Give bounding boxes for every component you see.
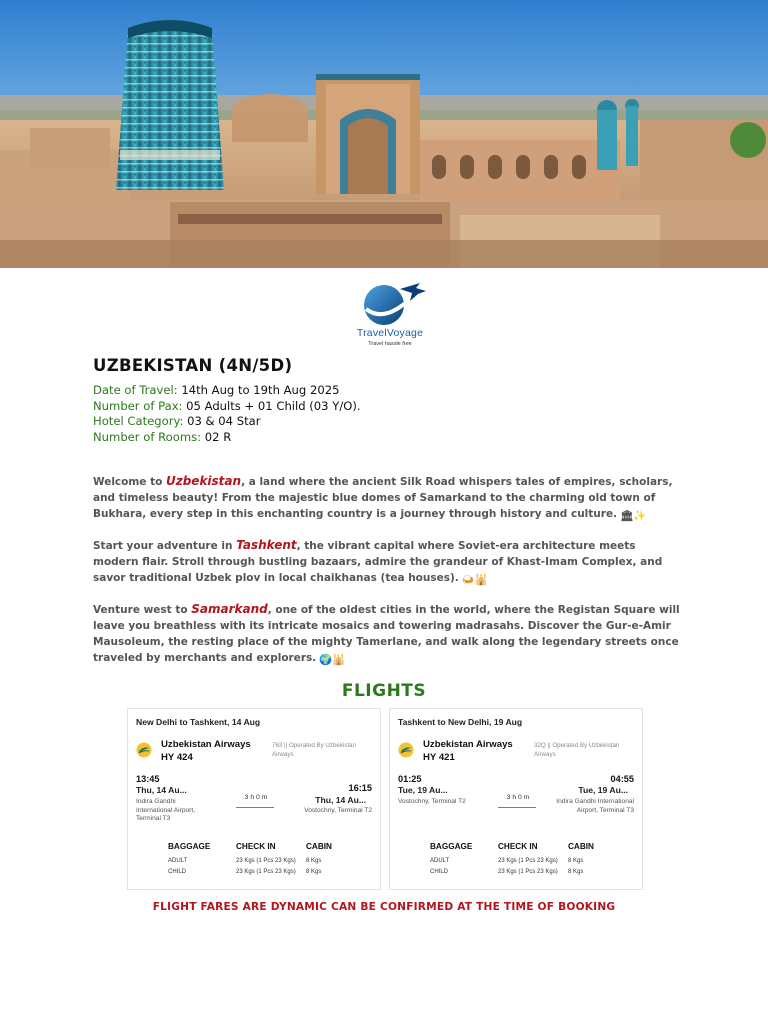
arrival-date: Tue, 19 Au... [578,785,628,795]
detail-label: Hotel Category: [93,414,184,428]
checkin-allowance: 23 Kgs (1 Pcs 23 Kgs) [236,858,296,864]
arrival-time: 16:15 [348,783,372,793]
para-text: Venture west to [93,604,192,616]
hero-image [0,0,768,268]
baggage-header: BAGGAGE [430,842,473,851]
pax-type: ADULT [168,858,188,864]
detail-rooms [93,430,361,446]
flights-heading: FLIGHTS [341,681,427,701]
checkin-header: CHECK IN [236,842,276,851]
departure-time: 13:45 [136,774,160,784]
arrival-date: Thu, 14 Au... [315,795,366,805]
checkin-allowance: 23 Kgs (1 Pcs 23 Kgs) [236,869,296,875]
flight-duration: 3 h 0 m [244,794,268,801]
cabin-header: CABIN [568,842,594,851]
fare-disclaimer: FLIGHT FARES ARE DYNAMIC CAN BE CONFIRMED AT THE TIME OF BOOKING [152,901,616,913]
flight-card-outbound [127,708,381,890]
detail-value: 14th Aug to 19th Aug 2025 [181,383,340,397]
arrival-airport: Indira Gandhi International Airport, Terminal T3 [556,798,634,814]
aircraft-operator: 32Q || Operated By Uzbekistan Airways [534,742,620,758]
pax-type: ADULT [430,858,450,864]
detail-label: Number of Rooms: [93,429,202,444]
detail-date [93,383,361,399]
detail-pax [93,399,361,415]
detail-label: Number of Pax: [93,398,183,413]
pax-type: CHILD [430,869,449,875]
cabin-allowance: 8 Kgs [568,858,584,864]
uzbekistan-airways-logo-icon [136,742,152,758]
cabin-allowance: 8 Kgs [306,858,322,864]
departure-date: Thu, 14 Au... [136,785,187,795]
baggage-header: BAGGAGE [168,842,211,851]
flight-duration: 3 h 0 m [506,794,530,801]
duration-line [236,807,274,808]
table-row [430,857,608,868]
highlight-place: Samarkand [191,602,268,616]
para-text: Welcome to [93,476,166,488]
trip-details [93,383,361,445]
flight-route: New Delhi to Tashkent, 14 Aug [136,717,261,727]
trip-title: UZBEKISTAN (4N/5D) [93,356,293,375]
airline-name: Uzbekistan Airways [161,739,251,750]
intro-paragraph [93,473,683,524]
flight-code: HY 424 [161,752,193,763]
departure-airport: Indira Gandhi International Airport, Terminal T3 [136,798,196,823]
travelvoyage-logo [340,279,440,351]
highlight-place: Uzbekistan [165,474,242,488]
arrival-airport: Vostochny, Terminal T2 [304,807,372,814]
logo-tagline: Travel hassle free [368,341,412,347]
table-row [168,868,346,879]
table-row [430,868,608,879]
para-text: , the vibrant capital where Soviet-era architecture meets modern flair. Stroll through bustling bazaars, admire the grandeur of Khast-Imam Complex, and savor traditional Uzbek plov in local chaikhanas (tea houses). [93,540,663,584]
checkin-header: CHECK IN [498,842,538,851]
arrival-time: 04:55 [610,774,634,784]
para-text: , one of the oldest cities in the world, where the Registan Square will leave you breathless with its intricate mosaics and towering madrasahs. Discover the Gur-e-Amir Mausoleum, the resting place of the mighty Tamerlane, and walk along the legendary streets once traveled by merchants and explorers. [93,604,680,664]
flight-route: Tashkent to New Delhi, 19 Aug [398,717,523,727]
duration-line [498,807,536,808]
table-row [168,857,346,868]
checkin-allowance: 23 Kgs (1 Pcs 23 Kgs) [498,858,558,864]
para-text: Start your adventure in [93,540,237,552]
detail-hotel [93,414,361,430]
cabin-allowance: 8 Kgs [306,869,322,875]
highlight-place: Tashkent [236,538,297,552]
detail-value: 02 R [201,429,232,444]
food-mosque-emoji: 🍛🕌 [461,574,488,586]
airline-name: Uzbekistan Airways [423,739,513,750]
departure-time: 01:25 [398,774,422,784]
baggage-table [168,842,346,879]
para-text: , a land where the ancient Silk Road whispers tales of empires, scholars, and timeless beauty! From the majestic blue domes of Samarkand to the charming old town of Bukhara, every step in this enchanting country is a journey through history and culture. [93,476,673,520]
pax-type: CHILD [168,869,187,875]
samarkand-paragraph [93,601,683,668]
cabin-allowance: 8 Kgs [568,869,584,875]
checkin-allowance: 23 Kgs (1 Pcs 23 Kgs) [498,869,558,875]
uzbekistan-airways-logo-icon [398,742,414,758]
detail-label: Date of Travel: [93,383,182,397]
museum-sparkles-emoji: 🏛✨ [620,510,647,522]
globe-plane-icon [340,279,440,327]
detail-value: 05 Adults + 01 Child (03 Y/O). [182,398,361,413]
detail-value: 03 & 04 Star [183,414,261,428]
aircraft-operator: 763 || Operated By Uzbekistan Airways [272,742,357,758]
flight-card-return [389,708,643,890]
flight-code: HY 421 [423,752,455,763]
baggage-table [430,842,608,879]
globe-mosque-emoji: 🌍🕌 [319,654,346,666]
departure-airport: Vostochny, Terminal T2 [398,798,466,805]
tashkent-paragraph [93,537,683,588]
cabin-header: CABIN [306,842,332,851]
departure-date: Tue, 19 Au... [398,785,448,795]
logo-name: TravelVoyage [356,327,424,339]
